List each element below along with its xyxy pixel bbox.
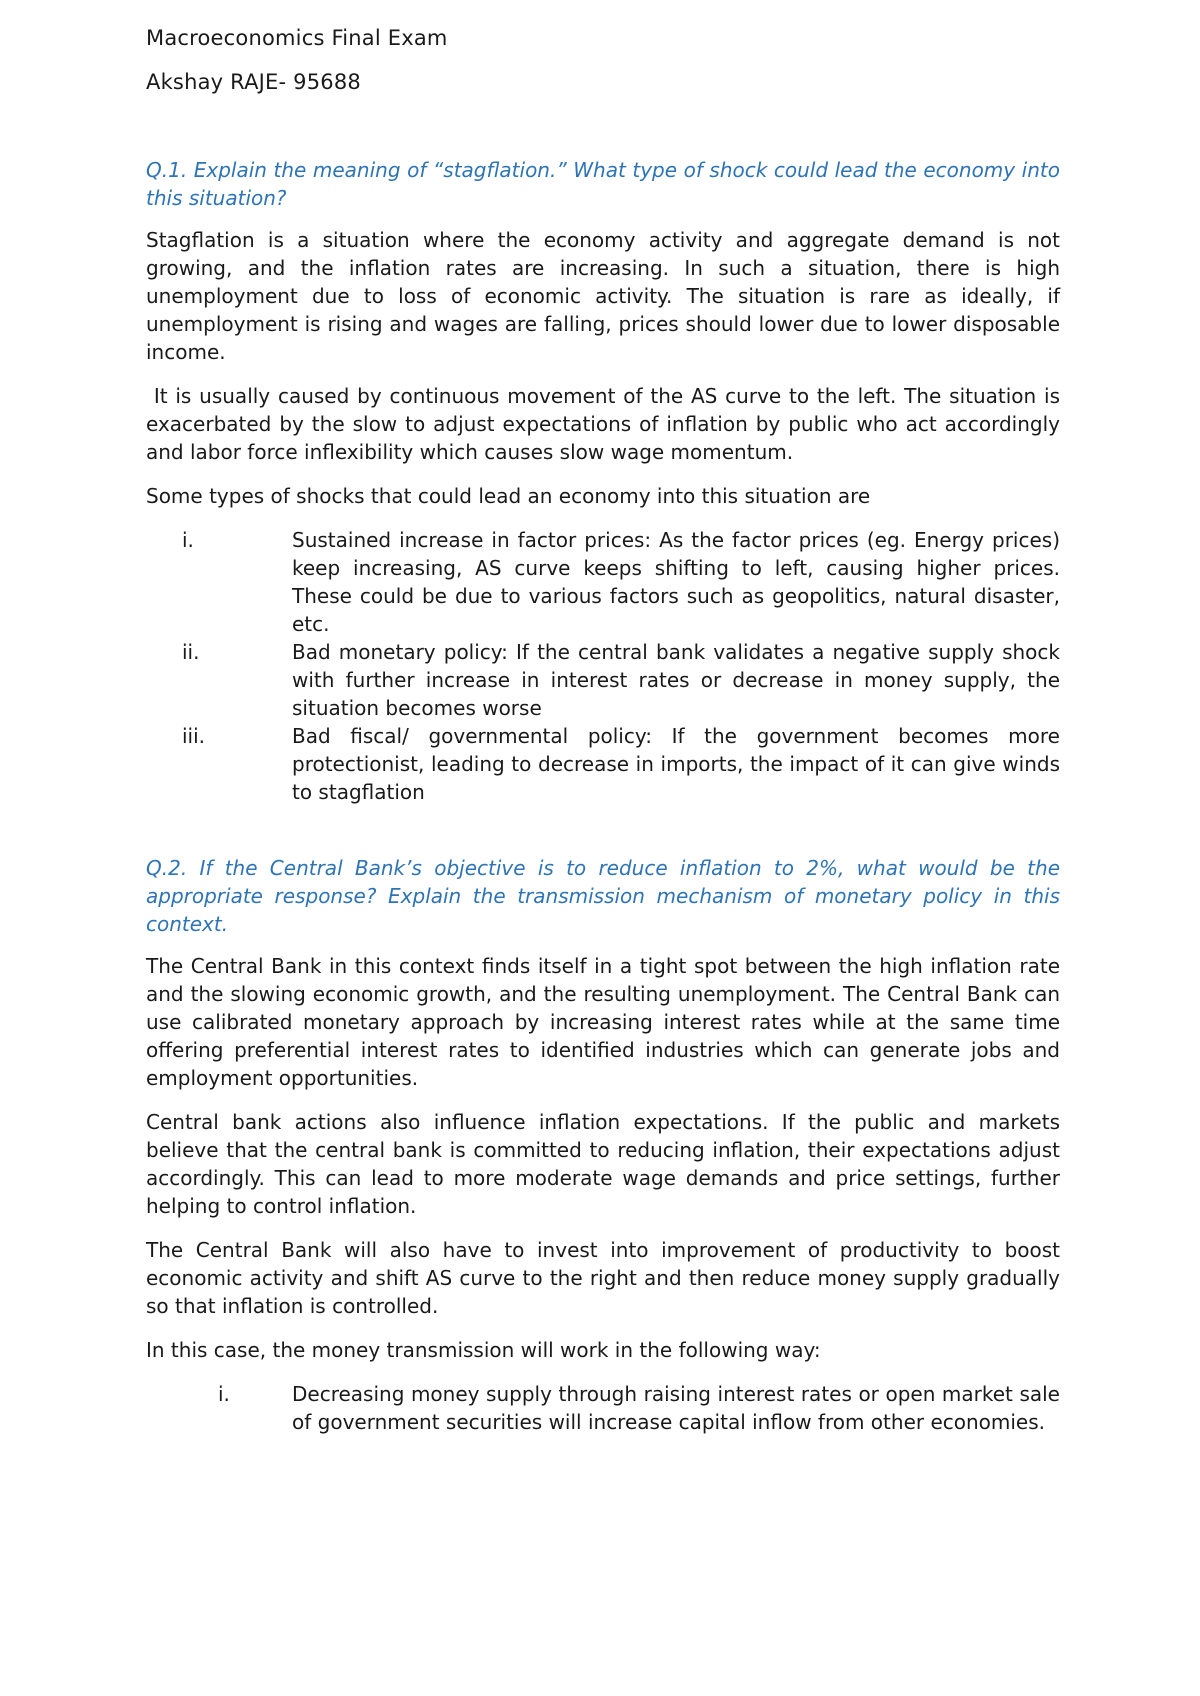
list-item-text: Decreasing money supply through raising interest rates or open market sale of government securities will increase capital inflow from other economies. bbox=[292, 1382, 1060, 1434]
list-item-number: i. bbox=[182, 528, 194, 552]
list-item-number: iii. bbox=[182, 724, 206, 748]
exam-document bbox=[146, 24, 1060, 1436]
list-item-number: i. bbox=[218, 1382, 230, 1406]
list-item bbox=[146, 638, 1060, 722]
list-item bbox=[146, 722, 1060, 806]
q1-answer-paragraph: Stagflation is a situation where the economy activity and aggregate demand is not growing, and the inflation rates are increasing. In such a situation, there is high unemployment due to loss of economic activity. The situation is rare as ideally, if unemployment is rising and wages are falling, prices should lower due to lower disposable income. bbox=[146, 228, 1060, 364]
q2-answer-paragraph: The Central Bank in this context finds itself in a tight spot between the high inflation rate and the slowing economic growth, and the resulting unemployment. The Central Bank can use calibrated monetary approach by increasing interest rates while at the same time offering preferential interest rates to identified industries which can generate jobs and employment opportunities. bbox=[146, 954, 1060, 1090]
q2-answer-paragraph: Central bank actions also influence inflation expectations. If the public and markets believe that the central bank is committed to reducing inflation, their expectations adjust accordingly. This can lead to more moderate wage demands and price settings, further helping to control inflation. bbox=[146, 1110, 1060, 1218]
q1-answer-paragraph: Some types of shocks that could lead an economy into this situation are bbox=[146, 484, 871, 508]
section-spacer bbox=[146, 806, 1060, 854]
q1-shock-list bbox=[146, 526, 1060, 806]
list-item bbox=[146, 1380, 1060, 1436]
question-1: Q.1. Explain the meaning of “stagflation.” What type of shock could lead the economy into this situation? bbox=[146, 158, 1060, 210]
question-2: Q.2. If the Central Bank’s objective is to reduce inflation to 2%, what would be the appropriate response? Explain the transmission mechanism of monetary policy in this context. bbox=[146, 856, 1060, 936]
list-item bbox=[146, 526, 1060, 638]
list-item-text: Sustained increase in factor prices: As the factor prices (eg. Energy prices) keep increasing, AS curve keeps shifting to left, causing higher prices. These could be due to various factors such as geopolitics, natural disaster, etc. bbox=[292, 528, 1060, 636]
q2-answer-paragraph: The Central Bank will also have to invest into improvement of productivity to boost economic activity and shift AS curve to the right and then reduce money supply gradually so that inflation is controlled. bbox=[146, 1238, 1060, 1318]
list-item-text: Bad fiscal/ governmental policy: If the government becomes more protectionist, leading to decrease in imports, the impact of it can give winds to stagflation bbox=[292, 724, 1060, 804]
q2-transmission-list bbox=[146, 1380, 1060, 1436]
list-item-text: Bad monetary policy: If the central bank validates a negative supply shock with further increase in interest rates or decrease in money supply, the situation becomes worse bbox=[292, 640, 1060, 720]
q1-answer-paragraph: It is usually caused by continuous movement of the AS curve to the left. The situation is exacerbated by the slow to adjust expectations of inflation by public who act accordingly and labor force inflexibility which causes slow wage momentum. bbox=[146, 384, 1060, 464]
q2-answer-paragraph: In this case, the money transmission will work in the following way: bbox=[146, 1338, 821, 1362]
document-title: Macroeconomics Final Exam bbox=[146, 26, 448, 50]
author-line: Akshay RAJE- 95688 bbox=[146, 70, 361, 94]
list-item-number: ii. bbox=[182, 640, 200, 664]
